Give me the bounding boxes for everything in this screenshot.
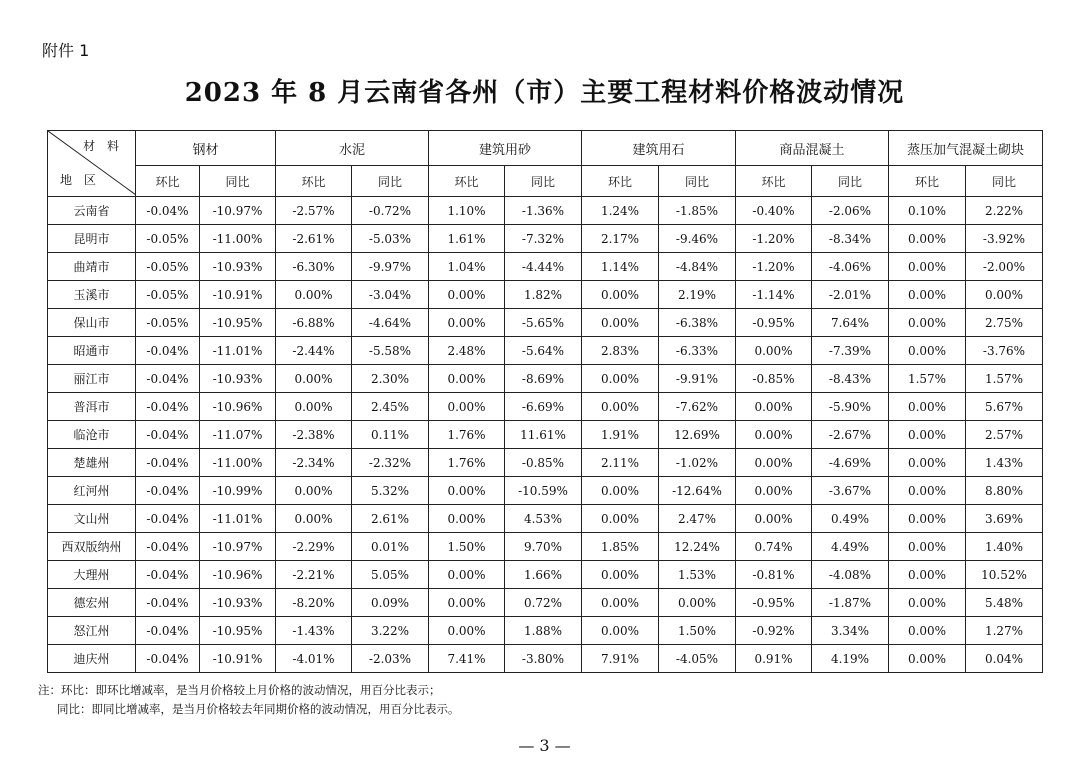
- material-header: 蒸压加气混凝土砌块: [889, 131, 1043, 166]
- mom-value-cell: 2.83%: [582, 337, 659, 365]
- yoy-value-cell: -11.07%: [200, 421, 276, 449]
- mom-value-cell: 0.00%: [276, 365, 352, 393]
- yoy-value-cell: 5.32%: [352, 477, 429, 505]
- yoy-value-cell: -2.00%: [966, 253, 1043, 281]
- table-row: [48, 449, 1043, 477]
- yoy-value-cell: -4.64%: [352, 309, 429, 337]
- mom-value-cell: 0.00%: [736, 449, 812, 477]
- region-cell: 迪庆州: [48, 645, 136, 673]
- mom-value-cell: -0.04%: [136, 645, 200, 673]
- mom-value-cell: -2.38%: [276, 421, 352, 449]
- mom-value-cell: 0.00%: [889, 393, 966, 421]
- mom-value-cell: -2.44%: [276, 337, 352, 365]
- yoy-value-cell: -1.85%: [659, 197, 736, 225]
- yoy-value-cell: 0.09%: [352, 589, 429, 617]
- yoy-value-cell: -7.62%: [659, 393, 736, 421]
- mom-value-cell: 1.50%: [429, 533, 505, 561]
- yoy-value-cell: 0.72%: [505, 589, 582, 617]
- yoy-value-cell: -2.03%: [352, 645, 429, 673]
- mom-value-cell: 0.00%: [889, 449, 966, 477]
- yoy-value-cell: 0.11%: [352, 421, 429, 449]
- yoy-value-cell: -4.44%: [505, 253, 582, 281]
- yoy-value-cell: -10.95%: [200, 617, 276, 645]
- table-row: [48, 281, 1043, 309]
- mom-value-cell: 0.00%: [889, 225, 966, 253]
- mom-value-cell: 0.00%: [582, 617, 659, 645]
- mom-value-cell: 1.04%: [429, 253, 505, 281]
- mom-value-cell: 1.14%: [582, 253, 659, 281]
- yoy-value-cell: -0.72%: [352, 197, 429, 225]
- yoy-value-cell: -10.91%: [200, 281, 276, 309]
- table-row: [48, 225, 1043, 253]
- mom-value-cell: 1.76%: [429, 449, 505, 477]
- mom-value-cell: -1.20%: [736, 253, 812, 281]
- subheader-mom: 环比: [889, 166, 966, 197]
- mom-value-cell: 0.00%: [582, 505, 659, 533]
- yoy-value-cell: 0.04%: [966, 645, 1043, 673]
- region-cell: 昆明市: [48, 225, 136, 253]
- table-row: [48, 505, 1043, 533]
- mom-value-cell: 0.00%: [582, 589, 659, 617]
- mom-value-cell: 0.00%: [889, 337, 966, 365]
- mom-value-cell: -0.85%: [736, 365, 812, 393]
- mom-value-cell: -0.04%: [136, 449, 200, 477]
- mom-value-cell: -0.92%: [736, 617, 812, 645]
- mom-value-cell: 0.00%: [889, 589, 966, 617]
- subheader-yoy: 同比: [505, 166, 582, 197]
- page-number: — 3 —: [518, 736, 571, 755]
- yoy-value-cell: -11.01%: [200, 505, 276, 533]
- yoy-value-cell: 2.45%: [352, 393, 429, 421]
- yoy-value-cell: -10.93%: [200, 589, 276, 617]
- subheader-yoy: 同比: [659, 166, 736, 197]
- mom-value-cell: 0.00%: [889, 561, 966, 589]
- table-row: [48, 197, 1043, 225]
- yoy-value-cell: -5.58%: [352, 337, 429, 365]
- yoy-value-cell: 4.19%: [812, 645, 889, 673]
- mom-value-cell: -0.04%: [136, 617, 200, 645]
- mom-value-cell: 1.76%: [429, 421, 505, 449]
- region-cell: 文山州: [48, 505, 136, 533]
- mom-value-cell: -0.05%: [136, 253, 200, 281]
- mom-value-cell: 7.41%: [429, 645, 505, 673]
- yoy-value-cell: -6.38%: [659, 309, 736, 337]
- mom-value-cell: -6.88%: [276, 309, 352, 337]
- table-row: [48, 561, 1043, 589]
- subheader-yoy: 同比: [966, 166, 1043, 197]
- region-cell: 红河州: [48, 477, 136, 505]
- yoy-value-cell: 7.64%: [812, 309, 889, 337]
- yoy-value-cell: -3.04%: [352, 281, 429, 309]
- yoy-value-cell: -10.93%: [200, 253, 276, 281]
- yoy-value-cell: -5.64%: [505, 337, 582, 365]
- mom-value-cell: 0.00%: [889, 281, 966, 309]
- yoy-value-cell: -11.01%: [200, 337, 276, 365]
- mom-value-cell: 0.00%: [889, 253, 966, 281]
- mom-value-cell: 0.00%: [889, 533, 966, 561]
- yoy-value-cell: -10.95%: [200, 309, 276, 337]
- yoy-value-cell: -12.64%: [659, 477, 736, 505]
- yoy-value-cell: 1.43%: [966, 449, 1043, 477]
- yoy-value-cell: 0.00%: [966, 281, 1043, 309]
- table-row: [48, 589, 1043, 617]
- yoy-value-cell: -4.69%: [812, 449, 889, 477]
- table-row: [48, 477, 1043, 505]
- yoy-value-cell: -10.99%: [200, 477, 276, 505]
- region-cell: 玉溪市: [48, 281, 136, 309]
- yoy-value-cell: 10.52%: [966, 561, 1043, 589]
- mom-value-cell: 0.00%: [889, 477, 966, 505]
- yoy-value-cell: 12.24%: [659, 533, 736, 561]
- region-cell: 楚雄州: [48, 449, 136, 477]
- mom-value-cell: 0.00%: [889, 617, 966, 645]
- yoy-value-cell: -10.96%: [200, 393, 276, 421]
- corner-label-region: 地 区: [60, 173, 100, 187]
- mom-value-cell: 0.00%: [889, 645, 966, 673]
- mom-value-cell: 7.91%: [582, 645, 659, 673]
- yoy-value-cell: -11.00%: [200, 449, 276, 477]
- mom-value-cell: 0.00%: [276, 393, 352, 421]
- yoy-value-cell: -6.69%: [505, 393, 582, 421]
- mom-value-cell: -0.05%: [136, 309, 200, 337]
- mom-value-cell: -0.04%: [136, 561, 200, 589]
- mom-value-cell: 1.61%: [429, 225, 505, 253]
- table-row: [48, 393, 1043, 421]
- material-header: 商品混凝土: [736, 131, 889, 166]
- yoy-value-cell: 5.67%: [966, 393, 1043, 421]
- yoy-value-cell: 1.53%: [659, 561, 736, 589]
- price-table: [47, 130, 1043, 673]
- yoy-value-cell: -1.36%: [505, 197, 582, 225]
- mom-value-cell: 2.48%: [429, 337, 505, 365]
- mom-value-cell: -1.20%: [736, 225, 812, 253]
- table-row: [48, 645, 1043, 673]
- mom-value-cell: -0.04%: [136, 589, 200, 617]
- mom-value-cell: 0.00%: [582, 561, 659, 589]
- yoy-value-cell: -5.65%: [505, 309, 582, 337]
- yoy-value-cell: -5.03%: [352, 225, 429, 253]
- mom-value-cell: 2.11%: [582, 449, 659, 477]
- yoy-value-cell: 9.70%: [505, 533, 582, 561]
- table-body: [48, 197, 1043, 673]
- region-cell: 大理州: [48, 561, 136, 589]
- mom-value-cell: -2.29%: [276, 533, 352, 561]
- mom-value-cell: -0.40%: [736, 197, 812, 225]
- yoy-value-cell: 1.50%: [659, 617, 736, 645]
- yoy-value-cell: 2.57%: [966, 421, 1043, 449]
- mom-value-cell: 0.00%: [429, 477, 505, 505]
- yoy-value-cell: -7.39%: [812, 337, 889, 365]
- table-row: [48, 533, 1043, 561]
- mom-value-cell: 0.00%: [582, 477, 659, 505]
- mom-value-cell: -1.43%: [276, 617, 352, 645]
- yoy-value-cell: -4.08%: [812, 561, 889, 589]
- mom-value-cell: -0.04%: [136, 393, 200, 421]
- table-notes: [38, 681, 460, 719]
- mom-value-cell: 0.00%: [889, 505, 966, 533]
- mom-value-cell: 0.00%: [276, 281, 352, 309]
- header-corner-cell: [48, 131, 136, 197]
- yoy-value-cell: 0.01%: [352, 533, 429, 561]
- attachment-label: 附件 1: [42, 41, 90, 60]
- yoy-value-cell: 2.19%: [659, 281, 736, 309]
- mom-value-cell: -6.30%: [276, 253, 352, 281]
- region-cell: 普洱市: [48, 393, 136, 421]
- mom-value-cell: -0.95%: [736, 309, 812, 337]
- yoy-value-cell: 0.00%: [659, 589, 736, 617]
- yoy-value-cell: 1.88%: [505, 617, 582, 645]
- mom-value-cell: 0.00%: [889, 309, 966, 337]
- mom-value-cell: 0.00%: [429, 309, 505, 337]
- yoy-value-cell: -2.06%: [812, 197, 889, 225]
- yoy-value-cell: 4.53%: [505, 505, 582, 533]
- material-header: 建筑用砂: [429, 131, 582, 166]
- yoy-value-cell: -3.92%: [966, 225, 1043, 253]
- region-cell: 昭通市: [48, 337, 136, 365]
- mom-value-cell: 0.00%: [429, 393, 505, 421]
- mom-value-cell: -0.95%: [736, 589, 812, 617]
- page-title: 2023 年 8 月云南省各州（市）主要工程材料价格波动情况: [184, 78, 905, 108]
- yoy-value-cell: 4.49%: [812, 533, 889, 561]
- mom-value-cell: 0.00%: [582, 309, 659, 337]
- subheader-mom: 环比: [276, 166, 352, 197]
- yoy-value-cell: 3.69%: [966, 505, 1043, 533]
- mom-value-cell: -1.14%: [736, 281, 812, 309]
- mom-value-cell: 0.00%: [429, 365, 505, 393]
- mom-value-cell: -0.05%: [136, 225, 200, 253]
- yoy-value-cell: 12.69%: [659, 421, 736, 449]
- material-header: 钢材: [136, 131, 276, 166]
- yoy-value-cell: -2.01%: [812, 281, 889, 309]
- yoy-value-cell: 5.48%: [966, 589, 1043, 617]
- yoy-value-cell: -3.80%: [505, 645, 582, 673]
- mom-value-cell: -0.04%: [136, 197, 200, 225]
- yoy-value-cell: -4.84%: [659, 253, 736, 281]
- yoy-value-cell: -7.32%: [505, 225, 582, 253]
- yoy-value-cell: -5.90%: [812, 393, 889, 421]
- mom-value-cell: 0.00%: [429, 505, 505, 533]
- mom-value-cell: 0.00%: [276, 477, 352, 505]
- yoy-value-cell: -9.91%: [659, 365, 736, 393]
- mom-value-cell: 0.00%: [736, 393, 812, 421]
- yoy-value-cell: -10.97%: [200, 533, 276, 561]
- mom-value-cell: 0.00%: [582, 281, 659, 309]
- yoy-value-cell: 5.05%: [352, 561, 429, 589]
- mom-value-cell: 0.00%: [736, 505, 812, 533]
- yoy-value-cell: 11.61%: [505, 421, 582, 449]
- yoy-value-cell: -0.85%: [505, 449, 582, 477]
- yoy-value-cell: -3.67%: [812, 477, 889, 505]
- subheader-yoy: 同比: [352, 166, 429, 197]
- yoy-value-cell: -6.33%: [659, 337, 736, 365]
- mom-value-cell: 1.57%: [889, 365, 966, 393]
- yoy-value-cell: 1.40%: [966, 533, 1043, 561]
- mom-value-cell: -0.04%: [136, 533, 200, 561]
- mom-value-cell: -0.04%: [136, 337, 200, 365]
- mom-value-cell: -0.04%: [136, 477, 200, 505]
- note-line-2: 同比：即同比增减率，是当月价格较去年同期价格的波动情况，用百分比表示。: [57, 702, 460, 716]
- yoy-value-cell: -10.91%: [200, 645, 276, 673]
- table-row: [48, 421, 1043, 449]
- mom-value-cell: 2.17%: [582, 225, 659, 253]
- yoy-value-cell: 2.22%: [966, 197, 1043, 225]
- yoy-value-cell: 1.57%: [966, 365, 1043, 393]
- mom-value-cell: 0.00%: [582, 365, 659, 393]
- mom-value-cell: 0.00%: [429, 589, 505, 617]
- region-cell: 西双版纳州: [48, 533, 136, 561]
- yoy-value-cell: -1.87%: [812, 589, 889, 617]
- table-row: [48, 309, 1043, 337]
- mom-value-cell: 0.00%: [736, 477, 812, 505]
- yoy-value-cell: -8.43%: [812, 365, 889, 393]
- mom-value-cell: -4.01%: [276, 645, 352, 673]
- subheader-yoy: 同比: [812, 166, 889, 197]
- material-header: 建筑用石: [582, 131, 736, 166]
- yoy-value-cell: 0.49%: [812, 505, 889, 533]
- yoy-value-cell: -9.97%: [352, 253, 429, 281]
- mom-value-cell: 0.00%: [429, 281, 505, 309]
- mom-value-cell: 0.91%: [736, 645, 812, 673]
- material-header: 水泥: [276, 131, 429, 166]
- region-cell: 德宏州: [48, 589, 136, 617]
- note-line-1: 注：环比：即环比增减率，是当月价格较上月价格的波动情况，用百分比表示；: [38, 683, 441, 697]
- mom-value-cell: 0.00%: [736, 337, 812, 365]
- yoy-value-cell: 1.66%: [505, 561, 582, 589]
- subheader-mom: 环比: [736, 166, 812, 197]
- yoy-value-cell: -3.76%: [966, 337, 1043, 365]
- corner-label-material: 材 料: [83, 139, 123, 153]
- mom-value-cell: -0.04%: [136, 505, 200, 533]
- yoy-value-cell: 3.34%: [812, 617, 889, 645]
- table-row: [48, 337, 1043, 365]
- mom-value-cell: 0.10%: [889, 197, 966, 225]
- region-cell: 丽江市: [48, 365, 136, 393]
- mom-value-cell: -0.05%: [136, 281, 200, 309]
- mom-value-cell: 1.91%: [582, 421, 659, 449]
- mom-value-cell: -2.34%: [276, 449, 352, 477]
- yoy-value-cell: -4.05%: [659, 645, 736, 673]
- table-row: [48, 253, 1043, 281]
- yoy-value-cell: -2.32%: [352, 449, 429, 477]
- mom-value-cell: 0.00%: [276, 505, 352, 533]
- yoy-value-cell: -10.93%: [200, 365, 276, 393]
- yoy-value-cell: -2.67%: [812, 421, 889, 449]
- mom-value-cell: -0.04%: [136, 365, 200, 393]
- yoy-value-cell: 8.80%: [966, 477, 1043, 505]
- subheader-mom: 环比: [582, 166, 659, 197]
- yoy-value-cell: -8.69%: [505, 365, 582, 393]
- yoy-value-cell: -10.97%: [200, 197, 276, 225]
- table-row: [48, 617, 1043, 645]
- subheader-mom: 环比: [136, 166, 200, 197]
- yoy-value-cell: -10.96%: [200, 561, 276, 589]
- yoy-value-cell: -4.06%: [812, 253, 889, 281]
- yoy-value-cell: -1.02%: [659, 449, 736, 477]
- mom-value-cell: 1.85%: [582, 533, 659, 561]
- mom-value-cell: 0.00%: [429, 617, 505, 645]
- region-cell: 曲靖市: [48, 253, 136, 281]
- region-cell: 临沧市: [48, 421, 136, 449]
- mom-value-cell: -0.81%: [736, 561, 812, 589]
- mom-value-cell: -2.21%: [276, 561, 352, 589]
- yoy-value-cell: 2.75%: [966, 309, 1043, 337]
- yoy-value-cell: 2.30%: [352, 365, 429, 393]
- yoy-value-cell: -9.46%: [659, 225, 736, 253]
- subheader-yoy: 同比: [200, 166, 276, 197]
- table-row: [48, 365, 1043, 393]
- mom-value-cell: 0.00%: [889, 421, 966, 449]
- region-cell: 云南省: [48, 197, 136, 225]
- mom-value-cell: -0.04%: [136, 421, 200, 449]
- yoy-value-cell: 2.47%: [659, 505, 736, 533]
- region-cell: 保山市: [48, 309, 136, 337]
- mom-value-cell: -2.61%: [276, 225, 352, 253]
- mom-value-cell: 0.00%: [429, 561, 505, 589]
- mom-value-cell: 0.74%: [736, 533, 812, 561]
- yoy-value-cell: 1.27%: [966, 617, 1043, 645]
- mom-value-cell: -2.57%: [276, 197, 352, 225]
- mom-value-cell: 1.24%: [582, 197, 659, 225]
- mom-value-cell: -8.20%: [276, 589, 352, 617]
- mom-value-cell: 1.10%: [429, 197, 505, 225]
- mom-value-cell: 0.00%: [582, 393, 659, 421]
- region-cell: 怒江州: [48, 617, 136, 645]
- yoy-value-cell: 1.82%: [505, 281, 582, 309]
- yoy-value-cell: 2.61%: [352, 505, 429, 533]
- yoy-value-cell: -11.00%: [200, 225, 276, 253]
- mom-value-cell: 0.00%: [736, 421, 812, 449]
- yoy-value-cell: -8.34%: [812, 225, 889, 253]
- yoy-value-cell: 3.22%: [352, 617, 429, 645]
- yoy-value-cell: -10.59%: [505, 477, 582, 505]
- subheader-mom: 环比: [429, 166, 505, 197]
